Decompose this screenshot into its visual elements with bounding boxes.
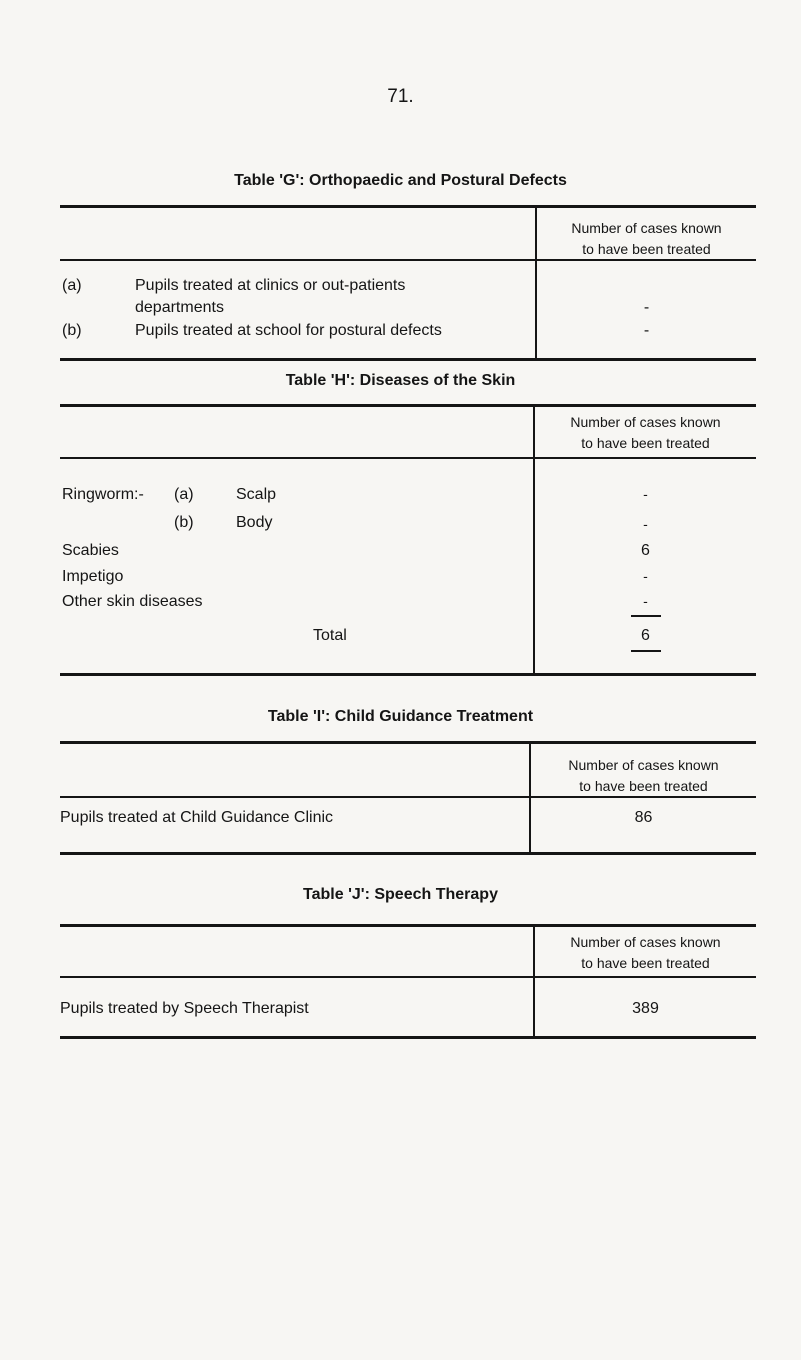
speech-therapy-label: Pupils treated by Speech Therapist	[60, 1000, 309, 1017]
total-label: Total	[313, 627, 347, 644]
table-g-row-a-label: Pupils treated at clinics or out-patients	[135, 277, 406, 294]
table-g-row-a-label-cont: departments	[135, 299, 224, 316]
table-g-row-a-value: -	[643, 299, 650, 316]
other-skin-diseases-value: -	[643, 593, 648, 609]
table-g-row-a-letter: (a)	[62, 277, 82, 294]
table-g-row-b-value: -	[643, 322, 650, 339]
total-rule-above	[631, 615, 661, 617]
table-j-header-line2: to have been treated	[581, 955, 710, 971]
table-h-header-rule	[60, 457, 756, 459]
table-i-header-line1: Number of cases known	[568, 757, 719, 773]
ringworm-scalp-value: -	[643, 486, 648, 502]
other-skin-diseases-label: Other skin diseases	[62, 593, 203, 610]
ringworm-scalp-label: Scalp	[236, 486, 277, 503]
total-value: 6	[641, 627, 650, 644]
table-h-top-rule	[60, 404, 756, 407]
table-j-title: Table 'J': Speech Therapy	[303, 886, 498, 903]
impetigo-value: -	[643, 568, 648, 584]
table-g-header-rule	[60, 259, 756, 261]
table-h-header-line1: Number of cases known	[570, 414, 721, 430]
ringworm-body-label: Body	[236, 514, 273, 531]
table-i-header	[531, 755, 756, 797]
total-rule-below	[631, 650, 661, 652]
table-g-row-b-label: Pupils treated at school for postural defects	[135, 322, 442, 339]
table-h-bottom-rule	[60, 673, 756, 676]
speech-therapy-value: 389	[632, 1000, 659, 1017]
ringworm-label: Ringworm:-	[62, 486, 144, 503]
scabies-value: 6	[641, 542, 650, 559]
table-g-title: Table 'G': Orthopaedic and Postural Defects	[234, 172, 567, 189]
table-h-header	[535, 412, 756, 454]
table-i-top-rule	[60, 741, 756, 744]
scabies-label: Scabies	[62, 542, 119, 559]
table-g-top-rule	[60, 205, 756, 208]
page-number: 71.	[387, 86, 414, 107]
table-g-header-line1: Number of cases known	[571, 220, 722, 236]
table-g-row-b-letter: (b)	[62, 322, 82, 339]
table-j-top-rule	[60, 924, 756, 927]
table-j-header	[535, 932, 756, 974]
ringworm-a-letter: (a)	[174, 486, 194, 503]
table-i-bottom-rule	[60, 852, 756, 855]
table-j-header-line1: Number of cases known	[570, 934, 721, 950]
child-guidance-label: Pupils treated at Child Guidance Clinic	[60, 809, 334, 826]
table-h-title: Table 'H': Diseases of the Skin	[285, 372, 516, 389]
table-j-header-rule	[60, 976, 756, 978]
table-i-header-rule	[60, 796, 756, 798]
table-g-header	[537, 218, 756, 260]
table-g-bottom-rule	[60, 358, 756, 361]
table-g-header-line2: to have been treated	[582, 241, 711, 257]
table-i-title: Table 'I': Child Guidance Treatment	[267, 708, 534, 725]
table-j-bottom-rule	[60, 1036, 756, 1039]
ringworm-b-letter: (b)	[174, 514, 194, 531]
child-guidance-value: 86	[634, 809, 653, 826]
ringworm-body-value: -	[643, 516, 648, 532]
impetigo-label: Impetigo	[62, 568, 124, 585]
table-i-header-line2: to have been treated	[579, 778, 708, 794]
table-h-header-line2: to have been treated	[581, 435, 710, 451]
